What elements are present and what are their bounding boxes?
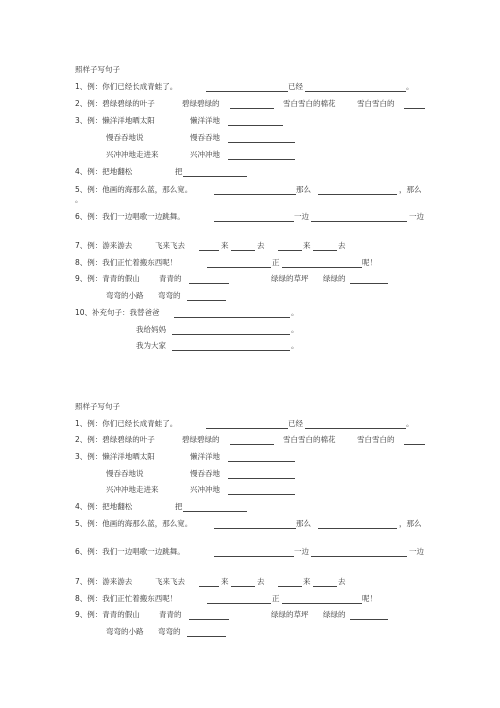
q9-blank-3[interactable] xyxy=(187,300,226,301)
q8-blank-1[interactable] xyxy=(207,603,271,604)
section-title: 照样子写句子 xyxy=(75,65,120,74)
q4-label: 4、例：把地翻松 xyxy=(75,502,133,511)
q2-c: 雪白雪白的 xyxy=(357,435,395,444)
q9-row2-right: 弯弯的 xyxy=(158,627,181,636)
q6-label: 6、例：我们一边唱歌一边跳舞。 xyxy=(75,212,185,221)
q9-b: 绿绿的草坪 xyxy=(271,610,309,619)
q9-blank-2[interactable] xyxy=(350,619,388,620)
q6-blank-2[interactable] xyxy=(311,221,407,222)
q10-blank-1[interactable] xyxy=(174,317,290,318)
q3-blank-1[interactable] xyxy=(228,461,295,462)
q2-a: 碧绿碧绿的 xyxy=(182,99,220,108)
q7-blank-2[interactable] xyxy=(231,250,255,251)
q7-e: 去 xyxy=(338,241,346,250)
q5-blank-2[interactable] xyxy=(318,528,397,529)
q2-blank-2[interactable] xyxy=(404,108,425,109)
q8-blank-1[interactable] xyxy=(207,267,271,268)
q8-blank-2[interactable] xyxy=(282,603,362,604)
q9-blank-1[interactable] xyxy=(189,619,229,620)
q4-blank[interactable] xyxy=(183,511,247,512)
q5-label: 5、例：他画的海那么蓝，那么宽。 xyxy=(75,185,193,194)
q9-b: 绿绿的草坪 xyxy=(271,274,309,283)
q3-blank-2[interactable] xyxy=(228,142,295,143)
q7-blank-4[interactable] xyxy=(313,250,337,251)
q7-b: 来 xyxy=(221,577,229,586)
q1-blank-2[interactable] xyxy=(305,428,406,429)
q3-blank-3[interactable] xyxy=(228,159,295,160)
q1-end: 。 xyxy=(406,82,414,91)
q8-label: 8、例：我们正忙着搬东西呢！ xyxy=(75,258,178,267)
q3-blank-3[interactable] xyxy=(228,494,295,495)
q2-blank-1[interactable] xyxy=(230,108,274,109)
q9-a: 青青的 xyxy=(159,274,182,283)
q1-mid: 已经 xyxy=(288,419,303,428)
q3-row3-right: 兴冲冲地 xyxy=(190,150,220,159)
q2-blank-1[interactable] xyxy=(230,444,274,445)
q5-a: 那么 xyxy=(296,185,311,194)
q3-row3-left: 兴冲冲地走进来 xyxy=(106,150,159,159)
q8-blank-2[interactable] xyxy=(282,267,362,268)
q10-row3-left: 我为大家 xyxy=(136,341,166,350)
q6-blank-1[interactable] xyxy=(214,556,294,557)
q5-b: ，那么 xyxy=(399,519,422,528)
q7-label: 7、例：游来游去 xyxy=(75,241,133,250)
q7-blank-1[interactable] xyxy=(199,586,219,587)
q3-a: 懒洋洋地 xyxy=(190,452,220,461)
q1-label: 1、例：你们已经长成青蛙了。 xyxy=(75,82,178,91)
q8-label: 8、例：我们正忙着搬东西呢！ xyxy=(75,594,178,603)
q7-c: 去 xyxy=(257,241,265,250)
q10-row2-end: 。 xyxy=(291,325,299,334)
q7-blank-3[interactable] xyxy=(278,586,302,587)
q3-row3-right: 兴冲冲地 xyxy=(190,485,220,494)
q6-blank-1[interactable] xyxy=(214,221,294,222)
section-title: 照样子写句子 xyxy=(75,402,120,411)
q9-row2-right: 弯弯的 xyxy=(158,291,181,300)
q7-blank-3[interactable] xyxy=(278,250,302,251)
q3-blank-2[interactable] xyxy=(228,478,295,479)
q2-blank-2[interactable] xyxy=(404,444,425,445)
q10-blank-3[interactable] xyxy=(172,350,290,351)
q7-blank-4[interactable] xyxy=(313,586,337,587)
q7-label: 7、例：游来游去 xyxy=(75,577,133,586)
q10-label: 10、补充句子：我替爸爸 xyxy=(75,308,160,317)
q9-label: 9、例：青青的假山 xyxy=(75,610,140,619)
q5-b: ，那么 xyxy=(399,185,422,194)
q2-label: 2、例：碧绿碧绿的叶子 xyxy=(75,99,155,108)
q6-blank-2[interactable] xyxy=(311,556,407,557)
q2-a: 碧绿碧绿的 xyxy=(182,435,220,444)
q3-a: 懒洋洋地 xyxy=(190,116,220,125)
q5-blank-2[interactable] xyxy=(318,194,397,195)
q4-a: 把 xyxy=(175,502,183,511)
q9-row2-left: 弯弯的小路 xyxy=(106,291,144,300)
q5-a: 那么 xyxy=(296,519,311,528)
q7-c: 去 xyxy=(257,577,265,586)
q6-b: 一边 xyxy=(409,212,424,221)
q1-mid: 已经 xyxy=(288,82,303,91)
q6-a: 一边 xyxy=(294,547,309,556)
q8-b: 呢！ xyxy=(362,594,377,603)
q1-blank-1[interactable] xyxy=(206,428,288,429)
q7-blank-2[interactable] xyxy=(231,586,255,587)
q9-row2-left: 弯弯的小路 xyxy=(106,627,144,636)
q1-blank-2[interactable] xyxy=(305,91,406,92)
q2-b: 雪白雪白的棉花 xyxy=(283,99,336,108)
q1-end: 。 xyxy=(406,419,414,428)
q3-blank-1[interactable] xyxy=(228,125,283,126)
q5-label: 5、例：他画的海那么蓝，那么宽。 xyxy=(75,519,193,528)
q1-label: 1、例：你们已经长成青蛙了。 xyxy=(75,419,178,428)
q10-blank-2[interactable] xyxy=(172,334,290,335)
q5-tail: 。 xyxy=(75,195,83,204)
q3-row2-left: 慢吞吞地说 xyxy=(106,469,144,478)
q7-d: 来 xyxy=(303,577,311,586)
q3-label: 3、例：懒洋洋地晒太阳 xyxy=(75,116,155,125)
q9-c: 绿绿的 xyxy=(323,610,346,619)
q3-row2-right: 慢吞吞地 xyxy=(190,133,220,142)
q5-blank-1[interactable] xyxy=(214,194,296,195)
q2-c: 雪白雪白的 xyxy=(357,99,395,108)
q7-e: 去 xyxy=(338,577,346,586)
q5-blank-1[interactable] xyxy=(214,528,296,529)
q9-c: 绿绿的 xyxy=(323,274,346,283)
q9-label: 9、例：青青的假山 xyxy=(75,274,140,283)
q4-a: 把 xyxy=(175,167,183,176)
q6-b: 一边 xyxy=(409,547,424,556)
q3-row2-left: 慢吞吞地说 xyxy=(106,133,144,142)
q10-row2-left: 我给妈妈 xyxy=(136,325,166,334)
q8-a: 正 xyxy=(272,258,280,267)
q3-label: 3、例：懒洋洋地晒太阳 xyxy=(75,452,155,461)
q9-blank-2[interactable] xyxy=(350,283,388,284)
q9-a: 青青的 xyxy=(159,610,182,619)
q10-row3-end: 。 xyxy=(291,341,299,350)
q7-blank-1[interactable] xyxy=(199,250,219,251)
q2-b: 雪白雪白的棉花 xyxy=(283,435,336,444)
q3-row2-right: 慢吞吞地 xyxy=(190,469,220,478)
q3-row3-left: 兴冲冲地走进来 xyxy=(106,485,159,494)
q4-blank[interactable] xyxy=(183,176,247,177)
q7-a: 飞来飞去 xyxy=(155,577,185,586)
q2-label: 2、例：碧绿碧绿的叶子 xyxy=(75,435,155,444)
q6-label: 6、例：我们一边唱歌一边跳舞。 xyxy=(75,547,185,556)
q9-blank-1[interactable] xyxy=(189,283,229,284)
q1-blank-1[interactable] xyxy=(206,91,288,92)
q7-b: 来 xyxy=(221,241,229,250)
q8-a: 正 xyxy=(272,594,280,603)
q9-blank-3[interactable] xyxy=(187,636,226,637)
q6-a: 一边 xyxy=(294,212,309,221)
q4-label: 4、例：把地翻松 xyxy=(75,167,133,176)
q10-end: 。 xyxy=(291,308,299,317)
q7-d: 来 xyxy=(303,241,311,250)
q7-a: 飞来飞去 xyxy=(155,241,185,250)
q8-b: 呢！ xyxy=(362,258,377,267)
